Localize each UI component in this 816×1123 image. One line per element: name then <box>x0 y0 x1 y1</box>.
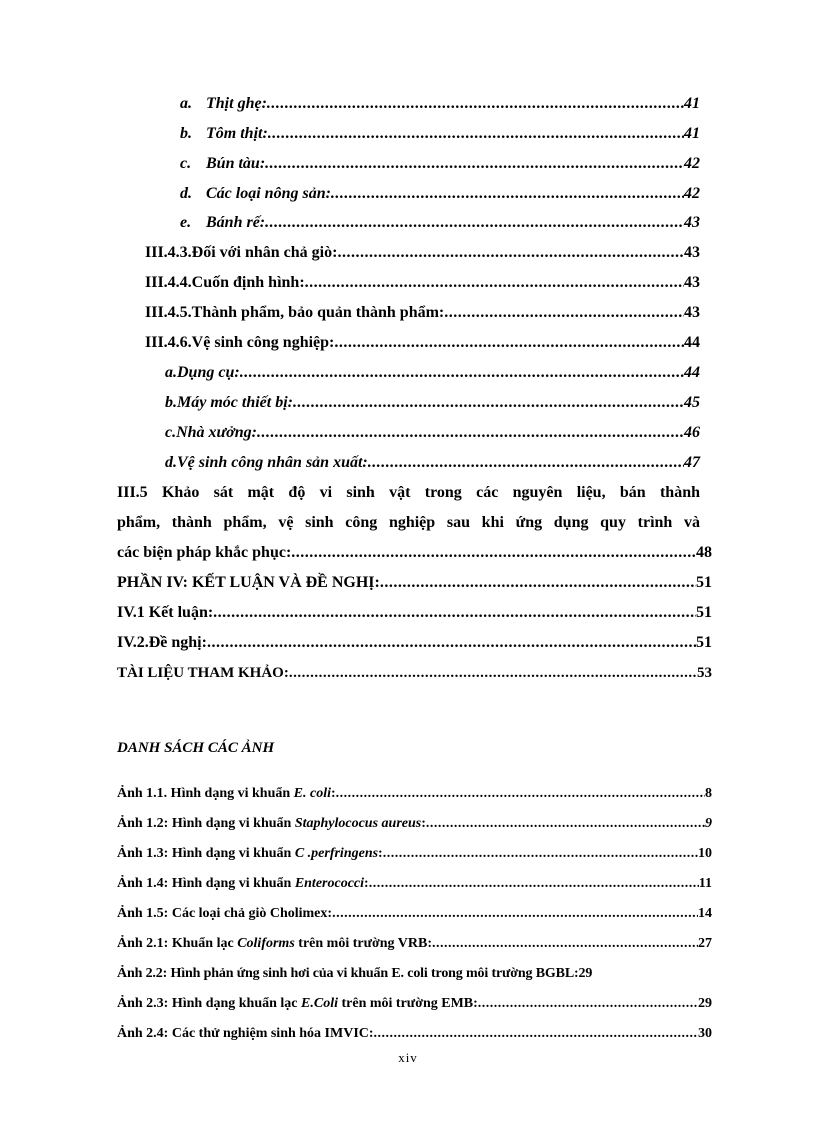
toc-item[interactable] <box>165 424 700 442</box>
toc-label: IV.1 Kết luận: <box>117 604 214 621</box>
image-page: 8 <box>705 786 712 801</box>
image-label-suffix: : <box>330 786 336 801</box>
species-name: E.Coli <box>301 996 338 1011</box>
image-list-item[interactable] <box>117 996 712 1012</box>
page-number: xiv <box>398 1050 418 1065</box>
image-label: Ảnh 2.4: Các thử nghiệm sinh hóa IMVIC: <box>117 1026 374 1041</box>
toc-page: 44 <box>684 364 700 381</box>
image-list-item[interactable] <box>117 936 712 952</box>
toc-letter: b. <box>180 125 192 142</box>
toc-page: 41 <box>684 125 700 142</box>
toc-page: 42 <box>684 185 700 202</box>
toc-letter: c. <box>180 155 192 172</box>
toc-page: 43 <box>684 274 700 291</box>
toc-label: III.4.4.Cuốn định hình: <box>145 274 305 291</box>
image-list-item[interactable] <box>117 906 712 922</box>
toc-label: PHẦN IV: KẾT LUẬN VÀ ĐỀ NGHỊ: <box>117 574 380 591</box>
toc-label: III.4.5.Thành phẩm, bảo quản thành phẩm: <box>145 304 445 321</box>
toc-item-line[interactable]: phẩm, thành phẩm, vệ sinh công nghiệp sau khi ứng dụng quy trình và <box>117 514 700 531</box>
toc-page: 44 <box>684 334 700 351</box>
toc-item[interactable] <box>180 95 700 113</box>
image-label: Ảnh 2.3: Hình dạng khuẩn lạc <box>117 996 302 1011</box>
image-label: Ảnh 1.5: Các loại chả giò Cholimex: <box>117 906 333 921</box>
toc-page: 46 <box>684 424 700 441</box>
image-label: Ảnh 1.2: Hình dạng vi khuẩn <box>117 816 295 831</box>
toc-page: 47 <box>684 454 700 471</box>
toc-label: d.Vệ sinh công nhân sản xuất: <box>165 454 368 471</box>
toc-item[interactable] <box>117 604 712 622</box>
image-page: 29 <box>698 996 712 1011</box>
image-page: 27 <box>698 936 712 951</box>
toc-page: 43 <box>684 214 700 231</box>
toc-item[interactable] <box>180 185 700 203</box>
species-name: Enterococci <box>294 876 365 891</box>
image-label: Ảnh 1.1. Hình dạng vi khuẩn <box>117 786 294 801</box>
image-page: 11 <box>698 876 712 891</box>
toc-label: Thịt ghẹ: <box>206 95 267 112</box>
toc-letter: e. <box>180 214 192 231</box>
image-label-suffix: trên môi trường EMB: <box>338 996 478 1011</box>
toc-label: c.Nhà xưởng: <box>165 424 257 441</box>
species-name: C .perfringens <box>294 846 379 861</box>
toc-item[interactable] <box>180 214 700 232</box>
toc-letter: d. <box>180 185 192 202</box>
toc-item[interactable] <box>165 454 700 472</box>
toc-label: a.Dụng cụ: <box>165 364 240 381</box>
image-list-item[interactable] <box>117 846 712 862</box>
image-label-suffix: : <box>364 876 369 891</box>
toc-label: TÀI LIỆU THAM KHẢO: <box>117 665 289 681</box>
image-list-item[interactable] <box>117 876 712 892</box>
image-list-item[interactable] <box>117 1026 712 1042</box>
toc-item[interactable] <box>117 574 712 592</box>
species-name: E. coli <box>293 786 331 801</box>
toc-item[interactable] <box>165 364 700 382</box>
toc-item[interactable] <box>145 274 700 292</box>
toc-item[interactable] <box>117 665 712 682</box>
toc-page: 51 <box>696 604 712 621</box>
images-heading: DANH SÁCH CÁC ẢNH <box>117 740 275 756</box>
toc-item[interactable] <box>180 125 700 143</box>
toc-page: 51 <box>696 634 712 651</box>
toc-item[interactable] <box>145 304 700 322</box>
image-page: 14 <box>698 906 712 921</box>
image-page: 30 <box>698 1026 712 1041</box>
image-page: 10 <box>698 846 712 861</box>
species-name: Coliforms <box>237 936 295 951</box>
toc-label: các biện pháp khắc phục: <box>117 544 292 561</box>
image-list-item[interactable] <box>117 786 712 802</box>
image-label-suffix: trên môi trường VRB: <box>294 936 432 951</box>
image-label: Ảnh 1.3: Hình dạng vi khuẩn <box>117 846 295 861</box>
toc-page: 43 <box>684 244 700 261</box>
toc-letter: a. <box>180 95 192 112</box>
toc-page: 45 <box>684 394 700 411</box>
toc-item[interactable] <box>117 634 712 652</box>
image-list-item[interactable]: Ảnh 2.2: Hình phản ứng sinh hơi của vi khuẩn E. coli trong môi trường BGBL:29 <box>117 966 593 981</box>
toc-label: III.4.3.Đối với nhân chả giò: <box>145 244 338 261</box>
toc-item[interactable] <box>180 155 700 173</box>
toc-label: Bún tàu: <box>206 155 266 172</box>
toc-page: 43 <box>684 304 700 321</box>
species-name: Staphylococus aureus <box>294 816 422 831</box>
toc-item[interactable] <box>165 394 700 412</box>
toc-item[interactable] <box>145 244 700 262</box>
toc-page: 48 <box>696 544 712 561</box>
toc-label: Các loại nông sản: <box>206 185 331 202</box>
image-label: Ảnh 2.1: Khuẩn lạc <box>117 936 238 951</box>
toc-item[interactable] <box>117 544 712 562</box>
toc-label: III.4.6.Vệ sinh công nghiệp: <box>145 334 335 351</box>
image-label: Ảnh 1.4: Hình dạng vi khuẩn <box>117 876 295 891</box>
toc-page: 42 <box>684 155 700 172</box>
toc-page: 51 <box>696 574 712 591</box>
toc-label: IV.2.Đề nghị: <box>117 634 207 651</box>
image-label-suffix: : <box>421 816 426 831</box>
toc-label: Bánh rế: <box>206 214 266 231</box>
toc-label: Tôm thịt: <box>206 125 268 142</box>
toc-page: 41 <box>684 95 700 112</box>
image-page: 9 <box>705 816 712 831</box>
toc-page: 53 <box>697 665 712 681</box>
toc-label: b.Máy móc thiết bị: <box>165 394 293 411</box>
image-label-suffix: : <box>378 846 383 861</box>
image-list-item[interactable] <box>117 816 712 832</box>
toc-item-line[interactable]: III.5 Khảo sát mật độ vi sinh vật trong các nguyên liệu, bán thành <box>117 484 700 501</box>
toc-item[interactable] <box>145 334 700 352</box>
